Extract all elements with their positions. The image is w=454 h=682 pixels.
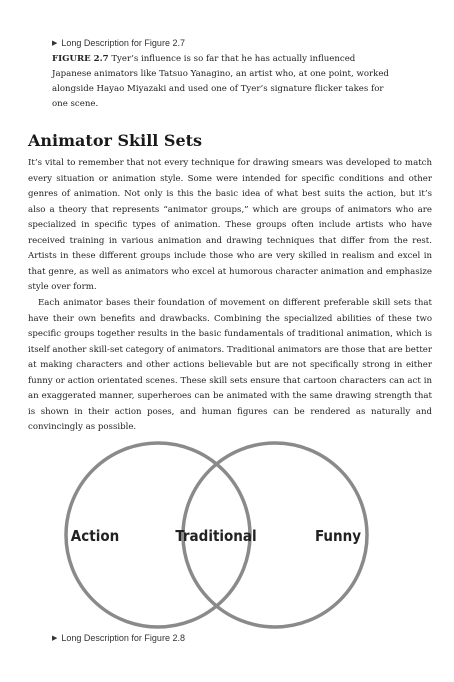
long-description-link-figure-2-8[interactable] <box>52 633 185 643</box>
body-paragraph: It’s vital to remember that not every technique for drawing smears was developed to match every situation or animation style. Some were intended for specific conditions and other genres of animation. Not only is this the basic idea of what best suits the action, but it’s also a theory that represents “animator groups,” which are groups of animators who are specialized in specific types of animation. These groups often include artists who have received training in various animation and drawing techniques that differ from the rest. Artists in these different groups include those who are very skilled in realism and excel in that genre, as well as animators who excel at humorous character animation and emphasize style over form. <box>28 158 432 292</box>
venn-diagram <box>40 432 414 632</box>
figure-caption-text: Tyer’s influence is so far that he has actually influenced Japanese animators like Tatsuo Yanagino, an artist who, at one point, worked alongside Hayao Miyazaki and used one of Tyer’s signature flicker takes for one scene. <box>52 54 389 109</box>
long-description-text: Long Description for Figure 2.7 <box>61 38 185 48</box>
venn-label-funny: Funny <box>314 527 362 545</box>
play-triangle-icon: ▶ <box>52 635 58 642</box>
venn-label-action: Action <box>70 527 120 545</box>
venn-label-traditional: Traditional <box>175 527 257 545</box>
play-triangle-icon: ▶ <box>52 40 58 47</box>
section-heading: Animator Skill Sets <box>28 131 203 150</box>
figure-label: FIGURE 2.7 <box>52 54 109 64</box>
figure-caption <box>52 52 390 112</box>
long-description-link-figure-2-7[interactable] <box>52 38 185 48</box>
long-description-text: Long Description for Figure 2.8 <box>61 633 185 643</box>
body-paragraph: Each animator bases their foundation of movement on different preferable skill sets that have their own benefits and drawbacks. Combining the specialized abilities of these two specific groups together results in the basic fundamentals of traditional animation, which is itself another skill-set category of animators. Traditional animators are those that are better at making characters and other actions believable but are not specifically strong in either funny or action orientated scenes. These skill sets ensure that cartoon characters can act in an exaggerated manner, superheroes can be animated with the same drawing strength that is shown in their action poses, and human figures can be rendered as naturally and convincingly as possible. <box>28 298 432 432</box>
